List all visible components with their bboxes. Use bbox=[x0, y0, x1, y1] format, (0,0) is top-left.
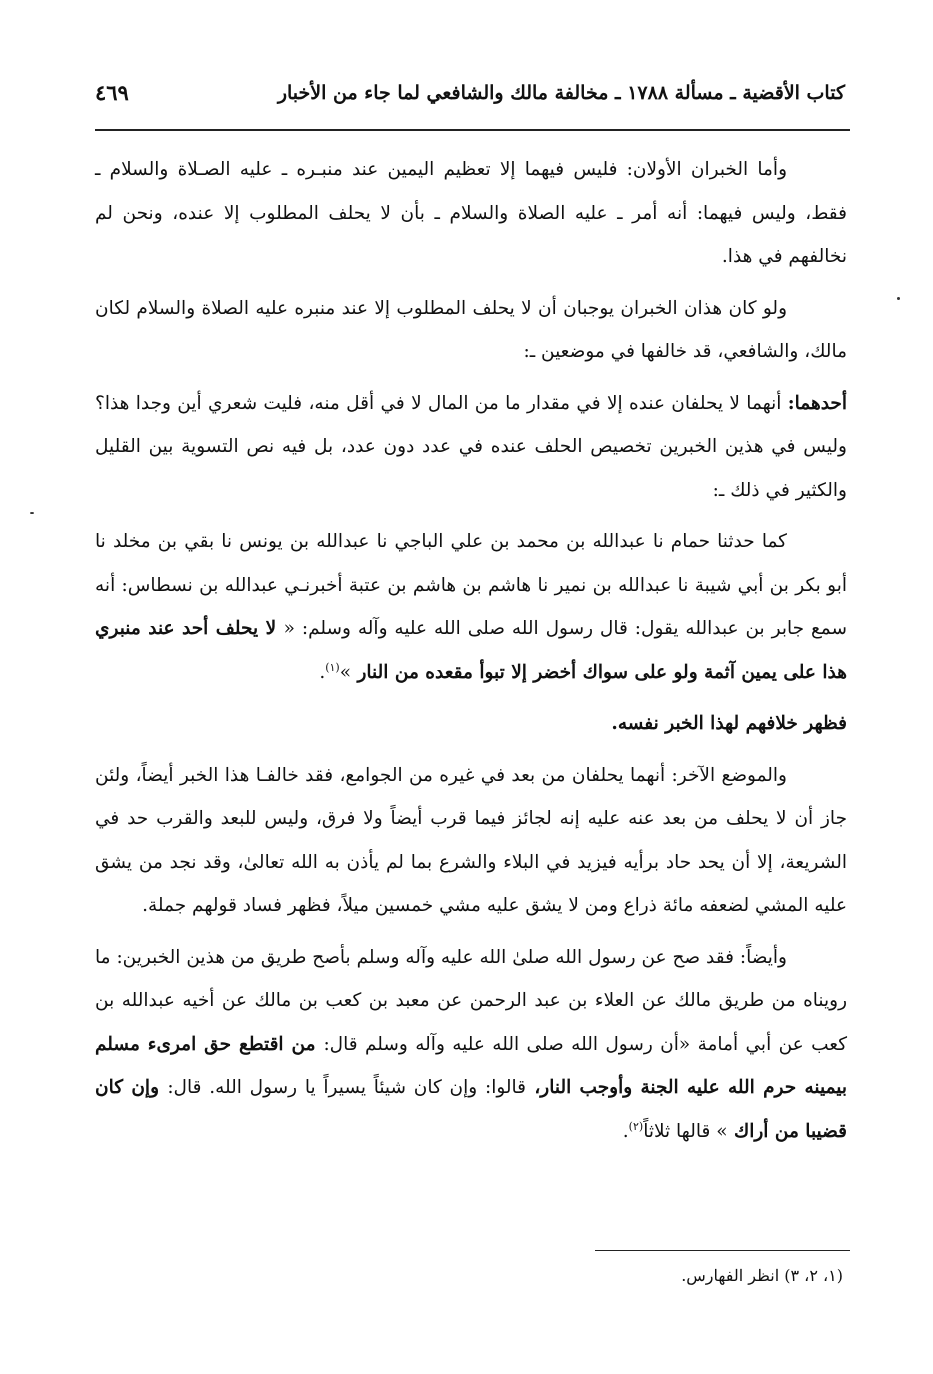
paragraph-6 bbox=[95, 754, 847, 928]
quote-close: » bbox=[339, 661, 352, 683]
hadith-quote: لا يحلف أحد عند منبري هذا على يمين آثمة ولو على سواك أخضر إلا تبوأ مقعده من النار bbox=[95, 618, 847, 683]
paragraph-text: أنهما لا يحلفان عنده إلا في مقدار ما من المال لا في أقل منه، فليت شعري أين وجدا هذا؟ وليس في هذين الخبرين تخصيص الحلف عنده في عدد دون عدد، بل فيه نص التسوية بين القليل والكثير في ذلك ـ: bbox=[95, 392, 847, 501]
footnote-ref: (١) bbox=[325, 660, 340, 674]
paragraph-text-cont: قالوا: وإن كان شيئاً يسيراً يا رسول الله. قال: bbox=[167, 1077, 527, 1098]
paragraph-5 bbox=[95, 702, 847, 746]
footnote-divider bbox=[595, 1250, 850, 1251]
paragraph-text: وأما الخبران الأولان: فليس فيهما إلا تعظيم اليمين عند منبـره ـ عليه الصـلاة والسلام ـ فقط، وليس فيهما: أنه أمر ـ عليه الصلاة والسلام ـ بأن لا يحلف المطلوب إلا عنده، ونحن لم نخالفهم في هذا. bbox=[95, 159, 847, 267]
paragraph-2 bbox=[95, 287, 847, 374]
paragraph-text: كما حدثنا حمام نا عبدالله بن محمد بن علي الباجي نا عبدالله بن يونس نا بقي بن مخلد نا أبو بكر بن أبي شيبة نا عبدالله بن نمير نا هاشم بن هاشم بن عتبة أخبرنـي عبدالله بن نسطاس: أنه سمع جابر بن عبدالله يقول: قال رسول الله صلى الله عليه وآله وسلم: « bbox=[95, 531, 847, 639]
hadith-quote: من اقتطع حق امرىء مسلم بيمينه حرم الله عليه الجنة وأوجب النار، bbox=[95, 1033, 848, 1098]
header-divider bbox=[95, 129, 850, 131]
paragraph-1 bbox=[95, 148, 847, 279]
page-header bbox=[95, 78, 845, 120]
paragraph-4 bbox=[95, 520, 847, 694]
paragraph-7 bbox=[95, 936, 847, 1154]
page-number: ٤٦٩ bbox=[95, 80, 129, 105]
quote-close: » قالها ثلاثاً bbox=[643, 1120, 728, 1142]
paragraph-3 bbox=[95, 382, 847, 513]
footnote-ref: (٢) bbox=[628, 1119, 644, 1133]
scan-speck bbox=[30, 512, 34, 514]
paragraph-end: . bbox=[319, 661, 326, 683]
scan-speck bbox=[897, 297, 900, 300]
main-text bbox=[95, 148, 847, 1161]
paragraph-text: والموضع الآخر: أنهما يحلفان من بعد في غيره من الجوامع، فقد خالفـا هذا الخبر أيضاً، ولئن جاز أن لا يحلف من بعد عنه عليه إنه لجائز فيما قرب أيضاً ولا فرق، وليس للبعد والقرب حد في الشريعة، إلا أن يحد حاد برأيه فيزيد في البلاء والشرع بما لم يأذن به الله تعالىٰ، وقد نجد من يشق عليه المشي لضعفه مائة ذراع ومن لا يشق عليه مشي خمسين ميلاً، فظهر فساد قولهم جملة. bbox=[95, 764, 847, 916]
paragraph-text: ولو كان هذان الخبران يوجبان أن لا يحلف المطلوب إلا عند منبره عليه الصلاة والسلام لكان مالك، والشافعي، قد خالفها في موضعين ـ: bbox=[95, 297, 847, 362]
running-title: كتاب الأقضية ـ مسألة ١٧٨٨ ـ مخالفة مالك والشافعي لما جاء من الأخبار bbox=[277, 82, 845, 104]
hadith-quote-2: وإن كان قضيبا من أراك bbox=[95, 1077, 847, 1142]
paragraph-lead: أحدهما: bbox=[787, 392, 847, 414]
paragraph-text: وأيضاً: فقد صح عن رسول الله صلىٰ الله عليه وآله وسلم بأصح طريق من هذين الخبرين: ما رويناه من طريق مالك عن العلاء بن عبد الرحمن عن معبد بن كعب بن مالك عن أخيه عبدالله بن كعب عن أبي أمامة «أن رسول الله صلى الله عليه وآله وسلم قال: bbox=[95, 946, 847, 1055]
footnote: (١، ٢، ٣) انظر الفهارس. bbox=[681, 1266, 843, 1285]
paragraph-lead: فظهر خلافهم لهذا الخبر نفسه. bbox=[611, 713, 847, 734]
paragraph-end: . bbox=[622, 1120, 629, 1142]
